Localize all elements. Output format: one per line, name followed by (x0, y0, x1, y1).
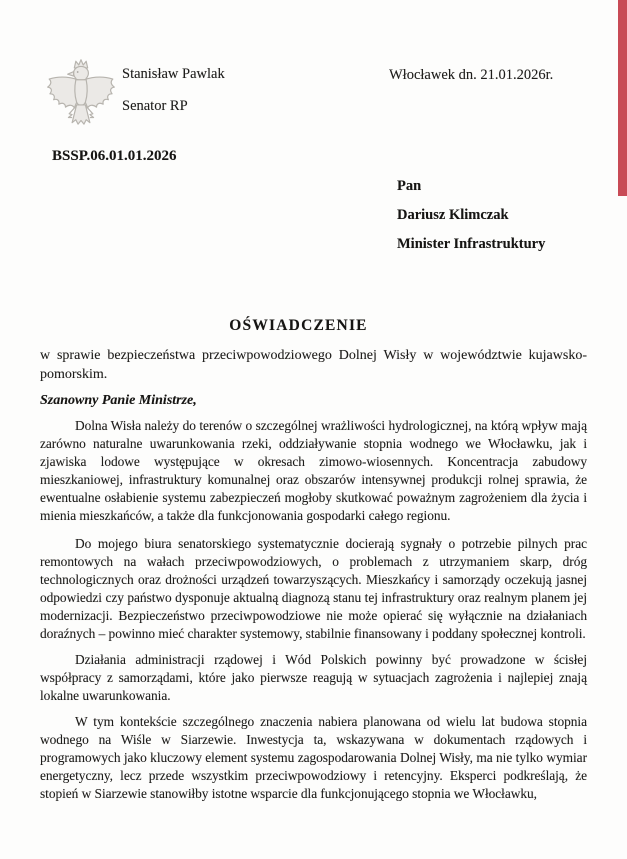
red-accent-stripe (618, 0, 627, 196)
recipient-position: Minister Infrastruktury (397, 236, 546, 252)
sender-title: Senator RP (122, 98, 188, 114)
letter-title: OŚWIADCZENIE (229, 317, 368, 334)
letter-body (40, 317, 587, 803)
reference-number: BSSP.06.01.01.2026 (52, 148, 177, 164)
paragraph-4: W tym kontekście szczególnego znaczenia nabiera planowana od wielu lat budowa stopnia wodnego na Wiśle w Siarzewie. Inwestycja ta, wskazywana w dokumentach rządowych i programowych jako kluczowy element systemu zagospodarowania Dolnej Wisły, ma nie tylko wymiar energetyczny, lecz przede wszystkim przeciwpowodziowy i retencyjny. Eksperci podkreślają, że stopień w Siarzewie stanowiłby istotne wsparcie dla funkcjonującego stopnia we Włocławku, (40, 714, 587, 801)
paragraph-1: Dolna Wisła należy do terenów o szczególnej wrażliwości hydrologicznej, na którą wpływ mają zarówno naturalne uwarunkowania rzeki, oddziaływanie stopnia wodnego we Włocławku, jak i zjawiska lodowe występujące w okresach zimowo-wiosennych. Koncentracja zabudowy mieszkaniowej, infrastruktury komunalnej oraz obszarów intensywnej produkcji rolnej sprawia, że ewentualne osłabienie systemu zabezpieczeń mogłoby skutkować poważnym zagrożeniem dla życia i mienia mieszkańców, a także dla funkcjonowania gospodarki całego regionu. (40, 418, 587, 523)
paragraph-2: Do mojego biura senatorskiego systematycznie docierają sygnały o potrzebie pilnych prac remontowych na wałach przeciwpowodziowych, o problemach z utrzymaniem skarp, dróg technologicznych oraz drożności urządzeń towarzyszących. Mieszkańcy i samorządy oczekują jasnej odpowiedzi czy państwo dysponuje aktualną diagnozą stanu tej infrastruktury oraz realnym planem jej modernizacji. Bezpieczeństwo przeciwpowodziowe nie może opierać się wyłącznie na działaniach doraźnych – powinno mieć charakter systemowy, stabilnie finansowany i poddany społecznej kontroli. (40, 536, 587, 641)
sender-name: Stanisław Pawlak (122, 66, 225, 82)
polish-eagle-emblem-icon (44, 54, 118, 144)
recipient-block (397, 177, 545, 264)
dateline: Włocławek dn. 21.01.2026r. (389, 67, 554, 83)
recipient-name: Dariusz Klimczak (397, 207, 509, 223)
paragraph-3: Działania administracji rządowej i Wód Polskich powinny być prowadzone w ścisłej współpracy z samorządami, które jako pierwsze reagują w sytuacjach zagrożenia i najlepiej znają lokalne uwarunkowania. (40, 652, 587, 703)
letter-subject: w sprawie bezpieczeństwa przeciwpowodziowego Dolnej Wisły w województwie kujawsko-pomorskim. (40, 348, 587, 382)
recipient-honorific: Pan (397, 178, 422, 194)
salutation: Szanowny Panie Ministrze, (40, 393, 197, 408)
